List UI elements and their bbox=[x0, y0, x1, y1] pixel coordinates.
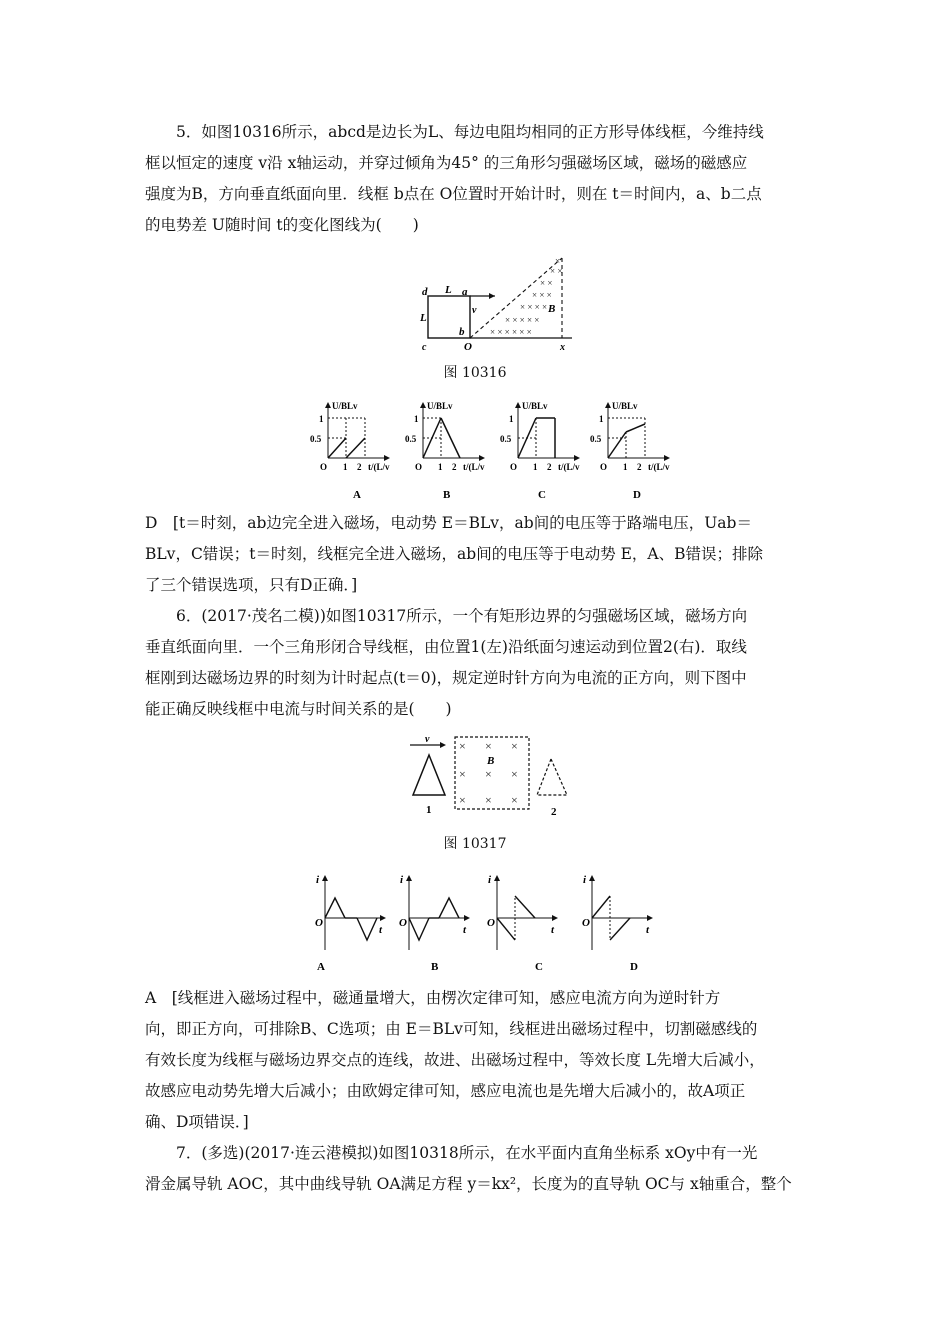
option-label-A: A bbox=[353, 489, 361, 501]
option-label-D: D bbox=[633, 489, 641, 501]
q7-line-2: 滑金属导轨 AOC，其中曲线导轨 OA满足方程 y＝kx²，长度为的直导轨 OC与 x轴重合，整个 bbox=[145, 1175, 792, 1193]
svg-text:×: × bbox=[555, 256, 561, 266]
xlabel-C: t/(L/v bbox=[558, 462, 580, 472]
tick-x2: 2 bbox=[547, 462, 552, 472]
label-v: v bbox=[472, 305, 477, 316]
tick-o: O bbox=[415, 462, 423, 472]
q6-answer-line-4: 故感应电动势先增大后减小；由欧姆定律可知，感应电流也是先增大后减小的，故A项正 bbox=[145, 1082, 746, 1100]
option-label-C: C bbox=[535, 961, 543, 973]
origin-O: O bbox=[487, 917, 495, 929]
xlabel-B: t/(L/v bbox=[463, 462, 485, 472]
q5-answer-line-1: D [t＝时刻，ab边完全进入磁场，电动势 E＝BLv，ab间的电压等于路端电压，Uab＝ bbox=[145, 514, 752, 532]
xlabel-t: t bbox=[551, 924, 555, 936]
q5-line-2: 框以恒定的速度 v沿 x轴运动，并穿过倾角为45° 的三角形匀强磁场区域，磁场的磁感应 bbox=[145, 154, 748, 172]
origin-O: O bbox=[315, 917, 323, 929]
xlabel-t: t bbox=[646, 924, 650, 936]
origin-O: O bbox=[582, 917, 590, 929]
q6-line-3: 框刚到达磁场边界的时刻为计时起点(t＝0)，规定逆时针方向为电流的正方向，则下图中 bbox=[145, 669, 747, 687]
svg-text:×: × bbox=[459, 739, 466, 753]
figure-caption-10316: 图 10316 bbox=[443, 365, 507, 381]
svg-text:×: × bbox=[511, 739, 518, 753]
q5-line-1: 5．如图10316所示，abcd是边长为L、每边电阻均相同的正方形导体线框，今维持线 bbox=[145, 123, 764, 141]
svg-text:×: × bbox=[485, 793, 492, 807]
option-label-D: D bbox=[630, 961, 638, 973]
graph-B bbox=[405, 401, 485, 501]
origin-O: O bbox=[399, 917, 407, 929]
q7-line-1: 7．(多选)(2017·连云港模拟)如图10318所示，在水平面内直角坐标系 xOy中有一光 bbox=[145, 1144, 758, 1162]
q6-line-2: 垂直纸面向里．一个三角形闭合导线框，由位置1(左)沿纸面匀速运动到位置2(右)．取线 bbox=[145, 638, 747, 656]
q6-answer-line-2: 向，即正方向，可排除B、C选项；由 E＝BLv可知，线框进出磁场过程中，切割磁感线的 bbox=[145, 1020, 758, 1038]
svg-text:× ×: × × bbox=[540, 278, 553, 288]
graph-D bbox=[590, 401, 670, 501]
option-label-A: A bbox=[317, 961, 325, 973]
label-pos1: 1 bbox=[426, 804, 432, 816]
q5-answer-line-2: BLv，C错误；t＝时刻，线框完全进入磁场，ab间的电压等于电动势 E，A、B错误；排除 bbox=[145, 545, 764, 563]
q5-line-4: 的电势差 U随时间 t的变化图线为( ) bbox=[145, 216, 419, 234]
tick-05: 0.5 bbox=[500, 434, 512, 444]
tick-x1: 1 bbox=[438, 462, 443, 472]
tick-05: 0.5 bbox=[310, 434, 322, 444]
option-label-B: B bbox=[431, 961, 439, 973]
label-v2: v bbox=[425, 734, 430, 745]
svg-text:× × × × × ×: × × × × × × bbox=[490, 327, 532, 337]
svg-text:×: × bbox=[511, 767, 518, 781]
svg-text:× × × ×: × × × × bbox=[520, 302, 548, 312]
ylabel-A: U/BLv bbox=[332, 401, 358, 411]
q5-line-3: 强度为B，方向垂直纸面向里．线框 b点在 O位置时开始计时，则在 t＝时间内，a、b二点 bbox=[145, 185, 762, 203]
q5-option-graphs bbox=[300, 398, 680, 508]
tick-x1: 1 bbox=[533, 462, 538, 472]
label-L-left: L bbox=[420, 312, 427, 324]
xlabel-A: t/(L/v bbox=[368, 462, 390, 472]
label-B: B bbox=[548, 303, 556, 315]
svg-text:×: × bbox=[459, 793, 466, 807]
svg-text:× ×: × × bbox=[550, 266, 563, 276]
tick-x2: 2 bbox=[357, 462, 362, 472]
tick-1: 1 bbox=[414, 414, 419, 424]
label-pos2: 2 bbox=[551, 806, 557, 818]
label-c: c bbox=[422, 342, 427, 353]
svg-text:× × × × ×: × × × × × bbox=[505, 315, 540, 325]
xlabel-t: t bbox=[463, 924, 467, 936]
ylabel-i: i bbox=[400, 874, 404, 886]
graph-i-D bbox=[582, 874, 653, 973]
svg-text:×: × bbox=[511, 793, 518, 807]
svg-text:×: × bbox=[485, 739, 492, 753]
q6-answer-line-3: 有效长度为线框与磁场边界交点的连线，故进、出磁场过程中，等效长度 L先增大后减小， bbox=[145, 1051, 765, 1069]
tick-05: 0.5 bbox=[590, 434, 602, 444]
tick-x2: 2 bbox=[452, 462, 457, 472]
tick-1: 1 bbox=[509, 414, 514, 424]
ylabel-C: U/BLv bbox=[522, 401, 548, 411]
ylabel-B: U/BLv bbox=[427, 401, 453, 411]
tick-1: 1 bbox=[599, 414, 604, 424]
ylabel-i: i bbox=[583, 874, 587, 886]
q6-answer-line-1: A [线框进入磁场过程中，磁通量增大，由楞次定律可知，感应电流方向为逆时针方 bbox=[145, 989, 721, 1007]
q6-answer-line-5: 确、D项错误．] bbox=[145, 1113, 249, 1131]
figure-10316 bbox=[410, 253, 580, 353]
tick-o: O bbox=[600, 462, 608, 472]
graph-i-B bbox=[399, 874, 470, 973]
graph-A bbox=[310, 401, 390, 501]
ylabel-i: i bbox=[488, 874, 492, 886]
xlabel-D: t/(L/v bbox=[648, 462, 670, 472]
label-a: a bbox=[462, 286, 468, 298]
q6-line-4: 能正确反映线框中电流与时间关系的是( ) bbox=[145, 700, 452, 718]
q6-option-graphs bbox=[305, 870, 685, 975]
q5-answer-line-3: 了三个错误选项，只有D正确．] bbox=[145, 576, 358, 594]
svg-text:×: × bbox=[459, 767, 466, 781]
tick-x2: 2 bbox=[637, 462, 642, 472]
label-b: b bbox=[459, 326, 465, 338]
label-L-top: L bbox=[445, 284, 452, 296]
label-x: x bbox=[560, 342, 565, 353]
xlabel-t: t bbox=[379, 924, 383, 936]
label-B2: B bbox=[487, 755, 495, 767]
tick-05: 0.5 bbox=[405, 434, 417, 444]
graph-i-A bbox=[315, 874, 386, 973]
label-O: O bbox=[464, 341, 472, 353]
graph-C bbox=[500, 401, 580, 501]
tick-1: 1 bbox=[319, 414, 324, 424]
graph-i-C bbox=[487, 874, 558, 973]
svg-text:× × ×: × × × bbox=[532, 290, 552, 300]
ylabel-D: U/BLv bbox=[612, 401, 638, 411]
ylabel-i: i bbox=[316, 874, 320, 886]
tick-o: O bbox=[510, 462, 518, 472]
tick-x1: 1 bbox=[343, 462, 348, 472]
option-label-C: C bbox=[538, 489, 546, 501]
figure-caption-10317: 图 10317 bbox=[443, 836, 507, 852]
svg-text:×: × bbox=[485, 767, 492, 781]
figure-10317 bbox=[405, 733, 585, 823]
tick-x1: 1 bbox=[623, 462, 628, 472]
label-d: d bbox=[422, 286, 428, 298]
option-label-B: B bbox=[443, 489, 451, 501]
tick-o: O bbox=[320, 462, 328, 472]
q6-line-1: 6．(2017·茂名二模))如图10317所示，一个有矩形边界的匀强磁场区域，磁场方向 bbox=[145, 607, 748, 625]
